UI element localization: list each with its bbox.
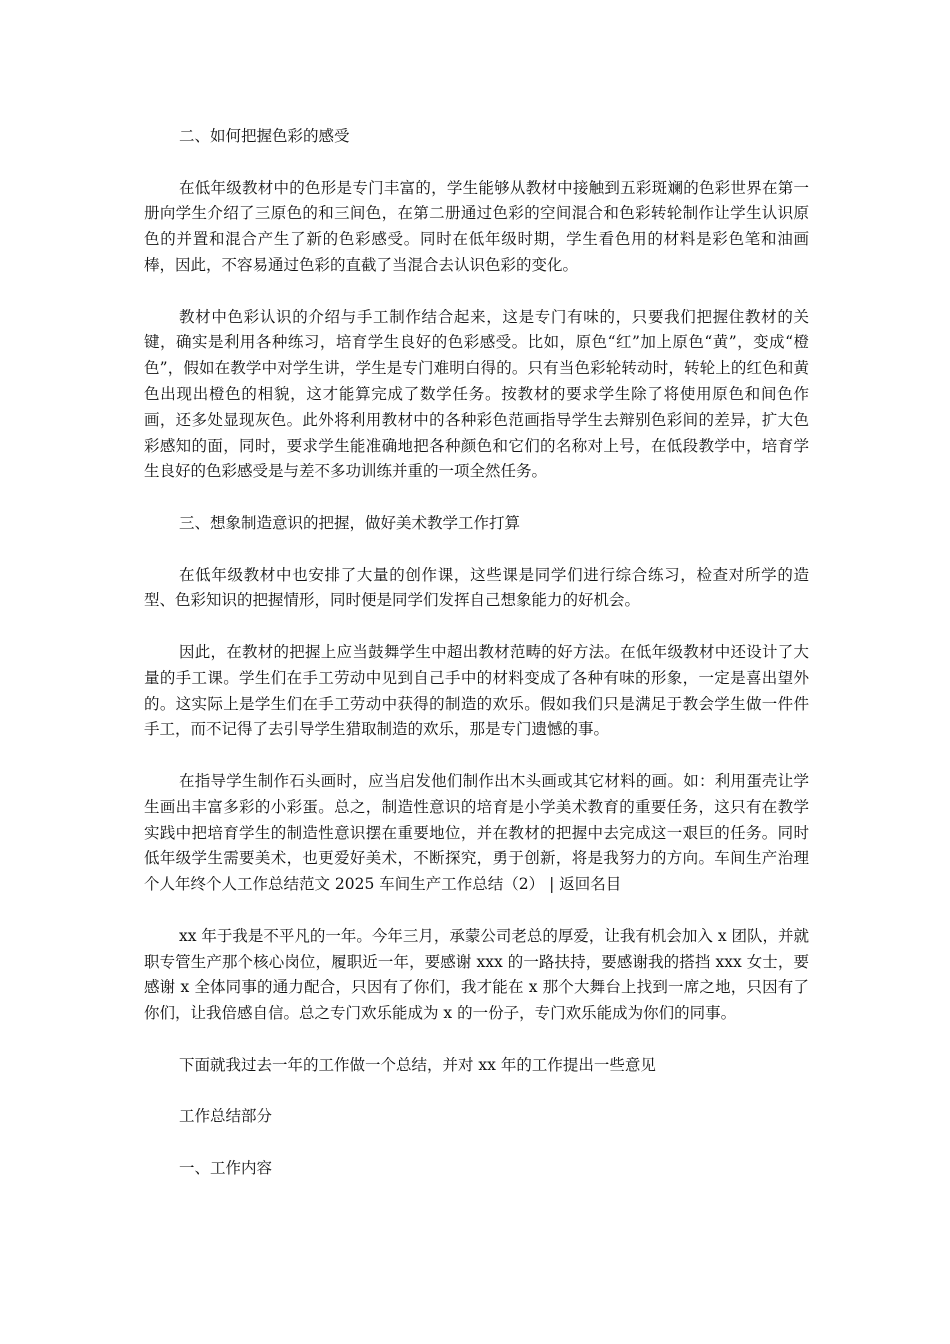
paragraph-color-handcraft: 教材中色彩认识的介绍与手工制作结合起来，这是专门有味的，只要我们把握住教材的关键，确实是利用各种练习，培育学生良好的色彩感受。比如，原色“红”加上原色“黄”，变成“橙色”，假如在教学中对学生讲，学生是专门难明白得的。只有当色彩轮转动时，转轮上的红色和黄色出现出橙色的相貌，这才能算完成了数学任务。按教材的要求学生除了将使用原色和间色作画，还多处显现灰色。此外将利用教材中的各种彩色范画指导学生去辩别色彩间的差异，扩大色彩感知的面，同时，要求学生能准确地把各种颜色和它们的名称对上号，在低段教学中，培育学生良好的色彩感受是与差不多功训练并重的一项全然任务。 bbox=[144, 307, 809, 481]
section-heading-imagination: 三、想象制造意识的把握，做好美术教学工作打算 bbox=[179, 513, 521, 532]
paragraph-handcraft-joy: 因此，在教材的把握上应当鼓舞学生中超出教材范畴的好方法。在低年级教材中还设计了大量的手工课。学生们在手工劳动中见到自己手中的材料变成了各种有味的形象，一定是喜出望外的。这实际上是学生们在手工劳动中获得的制造的欢乐。假如我们只是满足于教会学生做一件件手工，而不记得了去引导学生猎取制造的欢乐，那是专门遗憾的事。 bbox=[144, 642, 809, 739]
paragraph-stone-painting: 在指导学生制作石头画时，应当启发他们制作出木头画或其它材料的画。如：利用蛋壳让学生画出丰富多彩的小彩蛋。总之，制造性意识的培育是小学美术教育的重要任务，这只有在教学实践中把培育学生的制造性意识摆在重要地位，并在教材的把握中去完成这一艰巨的任务。同时低年级学生需要美术，也更爱好美术，不断探究，勇于创新，将是我努力的方向。车间生产治理个人年终个人工作总结范文 2025 车间生产工作总结（2） | 返回名目 bbox=[144, 771, 809, 894]
work-summary-heading: 工作总结部分 bbox=[179, 1107, 273, 1126]
paragraph-color-materials: 在低年级教材中的色形是专门丰富的，学生能够从教材中接触到五彩斑斓的色彩世界在第一册向学生介绍了三原色的和三间色，在第二册通过色彩的空间混合和色彩转轮制作让学生认识原色的并置和混合产生了新的色彩感受。同时在低年级时期，学生看色用的材料是彩色笔和油画棒，因此，不容易通过色彩的直截了当混合去认识色彩的变化。 bbox=[144, 178, 809, 274]
document-page bbox=[144, 124, 809, 1207]
paragraph-creative-lessons: 在低年级教材中也安排了大量的创作课，这些课是同学们进行综合练习，检查对所学的造型、色彩知识的把握情形，同时便是同学们发挥自己想象能力的好机会。 bbox=[144, 565, 809, 610]
work-content-heading: 一、工作内容 bbox=[179, 1158, 273, 1177]
summary-intro-line: 下面就我过去一年的工作做一个总结，并对 xx 年的工作提出一些意见 bbox=[179, 1055, 656, 1074]
paragraph-year-review: xx 年于我是不平凡的一年。今年三月，承蒙公司老总的厚爱，让我有机会加入 x 团队，并就职专管生产那个核心岗位，履职近一年，要感谢 xxx 的一路扶持，要感谢我的搭挡 xxx 女士，要感谢 x 全体同事的通力配合，只因有了你们，我才能在 x 那个大舞台上找到一席之地，只因有了你们，让我倍感自信。总之专门欢乐能成为 x 的一份子，专门欢乐能成为你们的同事。 bbox=[144, 926, 810, 1023]
section-heading-color-perception: 二、如何把握色彩的感受 bbox=[179, 127, 350, 145]
